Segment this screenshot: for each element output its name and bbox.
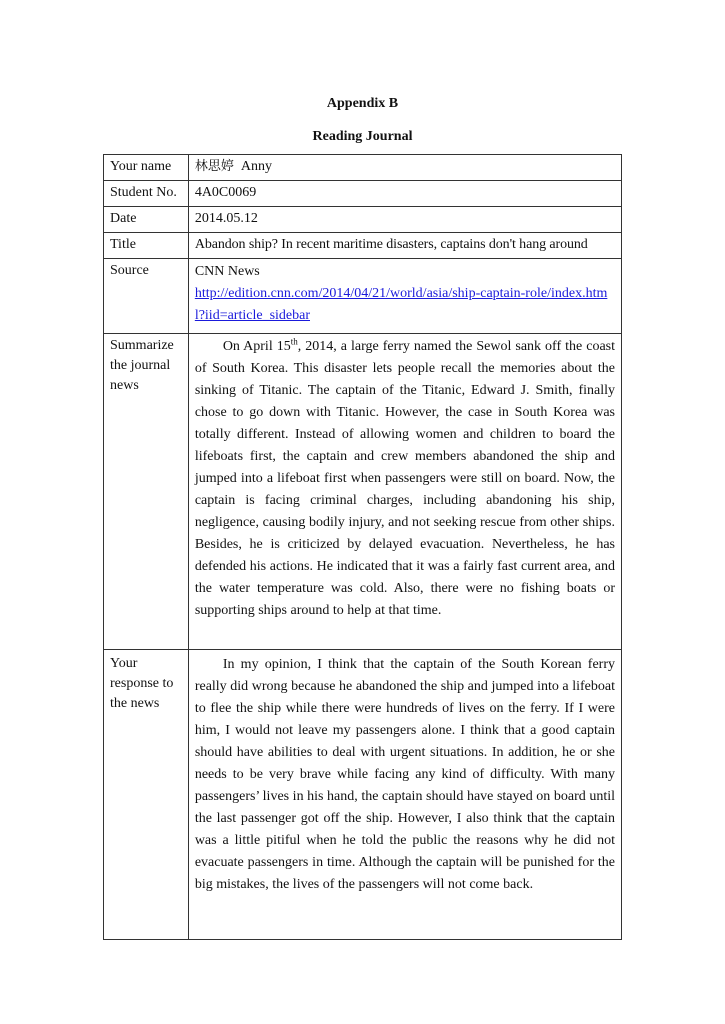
summary-text-start: On April 15 bbox=[222, 339, 291, 354]
response-label-line2: response to bbox=[110, 676, 174, 691]
student-no-label: Student No. bbox=[104, 181, 189, 207]
summary-value bbox=[188, 334, 621, 650]
row-response bbox=[104, 650, 622, 940]
student-no-value: 4A0C0069 bbox=[188, 181, 621, 207]
row-date bbox=[104, 207, 622, 233]
name-cjk: 林思婷 bbox=[194, 159, 234, 174]
date-value: 2014.05.12 bbox=[188, 207, 621, 233]
row-name bbox=[104, 155, 622, 181]
summary-text bbox=[195, 336, 615, 622]
row-student-no bbox=[104, 181, 622, 207]
appendix-title: Appendix B bbox=[326, 96, 399, 111]
reading-journal-table bbox=[103, 154, 622, 940]
summary-text-sup: th bbox=[290, 336, 298, 347]
summary-label bbox=[104, 334, 189, 650]
source-label: Source bbox=[104, 259, 189, 334]
source-link[interactable]: http://edition.cnn.com/2014/04/21/world/asia/ship-captain-role/index.html?iid=article_sidebar bbox=[194, 286, 608, 323]
row-source bbox=[104, 259, 622, 334]
name-label: Your name bbox=[104, 155, 189, 181]
row-summary bbox=[104, 334, 622, 650]
response-label-line3: the news bbox=[110, 696, 160, 711]
summary-label-line2: the journal bbox=[110, 358, 171, 373]
row-title bbox=[104, 233, 622, 259]
journal-title: Reading Journal bbox=[312, 129, 413, 144]
summary-label-line3: news bbox=[110, 378, 139, 393]
title-value: Abandon ship? In recent maritime disasters, captains don't hang around bbox=[188, 233, 621, 259]
name-english: Anny bbox=[240, 159, 272, 174]
source-publisher: CNN News bbox=[194, 264, 260, 279]
summary-text-rest: , 2014, a large ferry named the Sewol sank off the coast of South Korea. This disaster lets people recall the memories about the sinking of Titanic. The captain of the Titanic, Edward J. Smith, finally chose to go down with Titanic. However, the case in South Korea was totally different. Instead of allowing women and children to board the lifeboats first, the captain and crew members abandoned the ship and jumped into a lifeboat first when passengers were still on board. Now, the captain is facing criminal charges, including abandoning his ship, negligence, causing bodily injury, and not seeking rescue from other ships. Besides, he is criticized by delayed evacuation. Nevertheless, he has defended his actions. He indicated that it was a fairly fast current area, and the water temperature was cold. Also, there were no fishing boats or supporting ships around to help at that time. bbox=[194, 339, 616, 618]
title-label: Title bbox=[104, 233, 189, 259]
response-label bbox=[104, 650, 189, 940]
summary-label-line1: Summarize bbox=[110, 338, 174, 353]
source-value bbox=[188, 259, 621, 334]
name-value bbox=[188, 155, 621, 181]
response-text: In my opinion, I think that the captain of the South Korean ferry really did wrong because he abandoned the ship and jumped into a lifeboat to flee the ship while there were hundreds of lives on the ferry. If I were him, I would not leave my passengers alone. I think that a good captain should have abilities to deal with urgent situations. In addition, he or she needs to be very brave while facing any kind of difficulty. With many passengers’ lives in his hand, the captain should have stayed on board until the last passenger got off the ship. However, I also think that the captain was a little pitiful when he told the public the reasons why he did not evacuate passengers in time. Although the captain will be punished for the big mistakes, the lives of the passengers will not come back. bbox=[194, 657, 615, 892]
response-label-line1: Your bbox=[110, 656, 138, 671]
response-value bbox=[188, 650, 621, 940]
date-label: Date bbox=[104, 207, 189, 233]
